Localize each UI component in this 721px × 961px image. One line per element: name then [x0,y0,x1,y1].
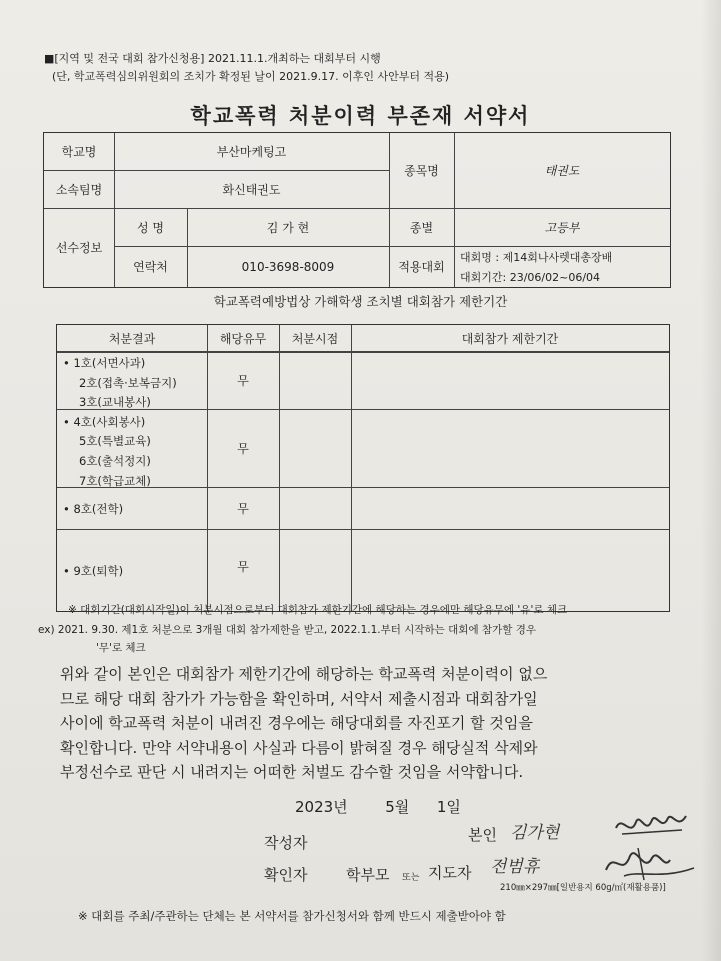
school-label: 학교명 [61,145,97,159]
pledge-line: 부정선수로 판단 시 내려지는 어떠한 처벌도 감수할 것임을 서약합니다. [60,763,524,781]
restriction-title: 학교폭력예방법상 가해학생 조치별 대회참가 제한기간 [213,294,508,309]
disposition-item: • 1호(서면사과) [63,356,146,370]
pledge-line: 사이에 학교폭력 처분이 내려진 경우에는 해당대회를 자진포기 할 것임을 [60,714,533,732]
self-handwritten-name: 김가현 [510,823,560,843]
disposition-item: 6호(출석정지) [79,454,151,468]
info-table [43,132,671,288]
note-line-2: ex) 2021. 9.30. 제1호 처분으로 3개월 대회 참가제한을 받고, 2022.1.1.부터 시작하는 대회에 참가할 경우 [38,624,536,636]
team-value: 화신태권도 [222,182,281,197]
parent-label: 학부모 [346,866,390,884]
notice-block [44,50,449,86]
disposition-item: 7호(학급교체) [79,474,151,488]
paper-spec: 210㎜×297㎜[일반용지 60g/㎡(재활용품)] [500,883,666,893]
date-line [295,796,461,817]
player-info-label: 선수정보 [55,241,103,255]
or-label: 또는 [402,873,420,883]
category-value: 고등부 [544,220,580,235]
header-applicable: 해당유무 [219,331,267,346]
pledge-line: 위와 같이 본인은 대회참가 제한기간에 해당하는 학교폭력 처분이력이 없으 [60,665,548,683]
applicable-value: 무 [237,373,249,388]
applicable-value: 무 [237,501,249,516]
coach-handwritten-name: 전범휴 [490,857,540,877]
disposition-item: 3호(교내봉사) [79,395,151,409]
note-line-3: '무'로 체크 [96,642,146,654]
sport-value: 태권도 [544,164,580,178]
self-signature [612,808,692,844]
school-value: 부산마케팅고 [216,145,287,159]
footer-note: ※ 대회를 주최/주관하는 단체는 본 서약서를 참가신청서와 함께 반드시 제출받아야 함 [78,909,506,923]
disposition-item: • 4호(사회봉사) [63,415,146,429]
notice-line-1: ■[지역 및 전국 대회 참가신청용] 2021.11.1.개최하는 대회부터 시행 [44,52,381,65]
date-day: 1일 [436,798,461,816]
applicable-value: 무 [237,441,249,456]
category-label: 종별 [409,220,434,235]
date-month: 5월 [385,798,410,816]
sport-label: 종목명 [404,164,439,178]
contact-label: 연락처 [133,260,168,274]
applicable-value: 무 [237,559,249,574]
pledge-line: 므로 해당 대회 참가가 가능함을 확인하며, 서약서 제출시점과 대회참가일 [60,689,538,708]
pledge-paragraph [60,662,720,785]
disposition-item: • 9호(퇴학) [63,564,124,578]
page-edge-shadow [701,0,721,961]
pledge-line: 확인합니다. 만약 서약내용이 사실과 다름이 밝혀질 경우 해당실적 삭제와 [60,738,538,757]
date-year: 2023년 [295,798,348,816]
disposition-item: • 8호(전학) [63,502,124,516]
document-title: 학교폭력 처분이력 부존재 서약서 [190,104,531,128]
notice-line-2: (단, 학교폭력심의위원회의 조치가 확정된 날이 2021.9.17. 이후인 사안부터 적용) [52,70,450,83]
contact-value: 010-3698-8009 [241,259,335,274]
header-disposition-date: 처분시점 [291,331,339,346]
header-restriction-period: 대회참가 제한기간 [461,331,559,346]
disposition-item: 5호(특별교육) [79,434,151,448]
restriction-table [56,324,670,612]
self-label: 본인 [468,826,497,844]
team-label: 소속팀명 [55,182,103,197]
note-line-1: ※ 대회기간(대회시작일)이 처분시점으로부터 대회참가 제한기간에 해당하는 경우에만 해당유무에 '유'로 체크 [68,604,568,616]
name-label: 성 명 [137,220,164,235]
coach-label: 지도자 [428,864,472,882]
author-label: 작성자 [264,834,308,852]
header-result: 처분결과 [108,331,156,346]
disposition-item: 2호(접촉·보복금지) [79,376,177,390]
confirmer-label: 확인자 [264,866,308,884]
name-value: 김 가 현 [266,220,310,235]
competition-period: 대회기간: 23/06/02~06/04 [460,270,601,284]
applied-competition-label: 적용대회 [398,260,445,274]
coach-signature [600,840,700,884]
competition-name: 대회명 : 제14회나사렛대총장배 [460,250,613,264]
